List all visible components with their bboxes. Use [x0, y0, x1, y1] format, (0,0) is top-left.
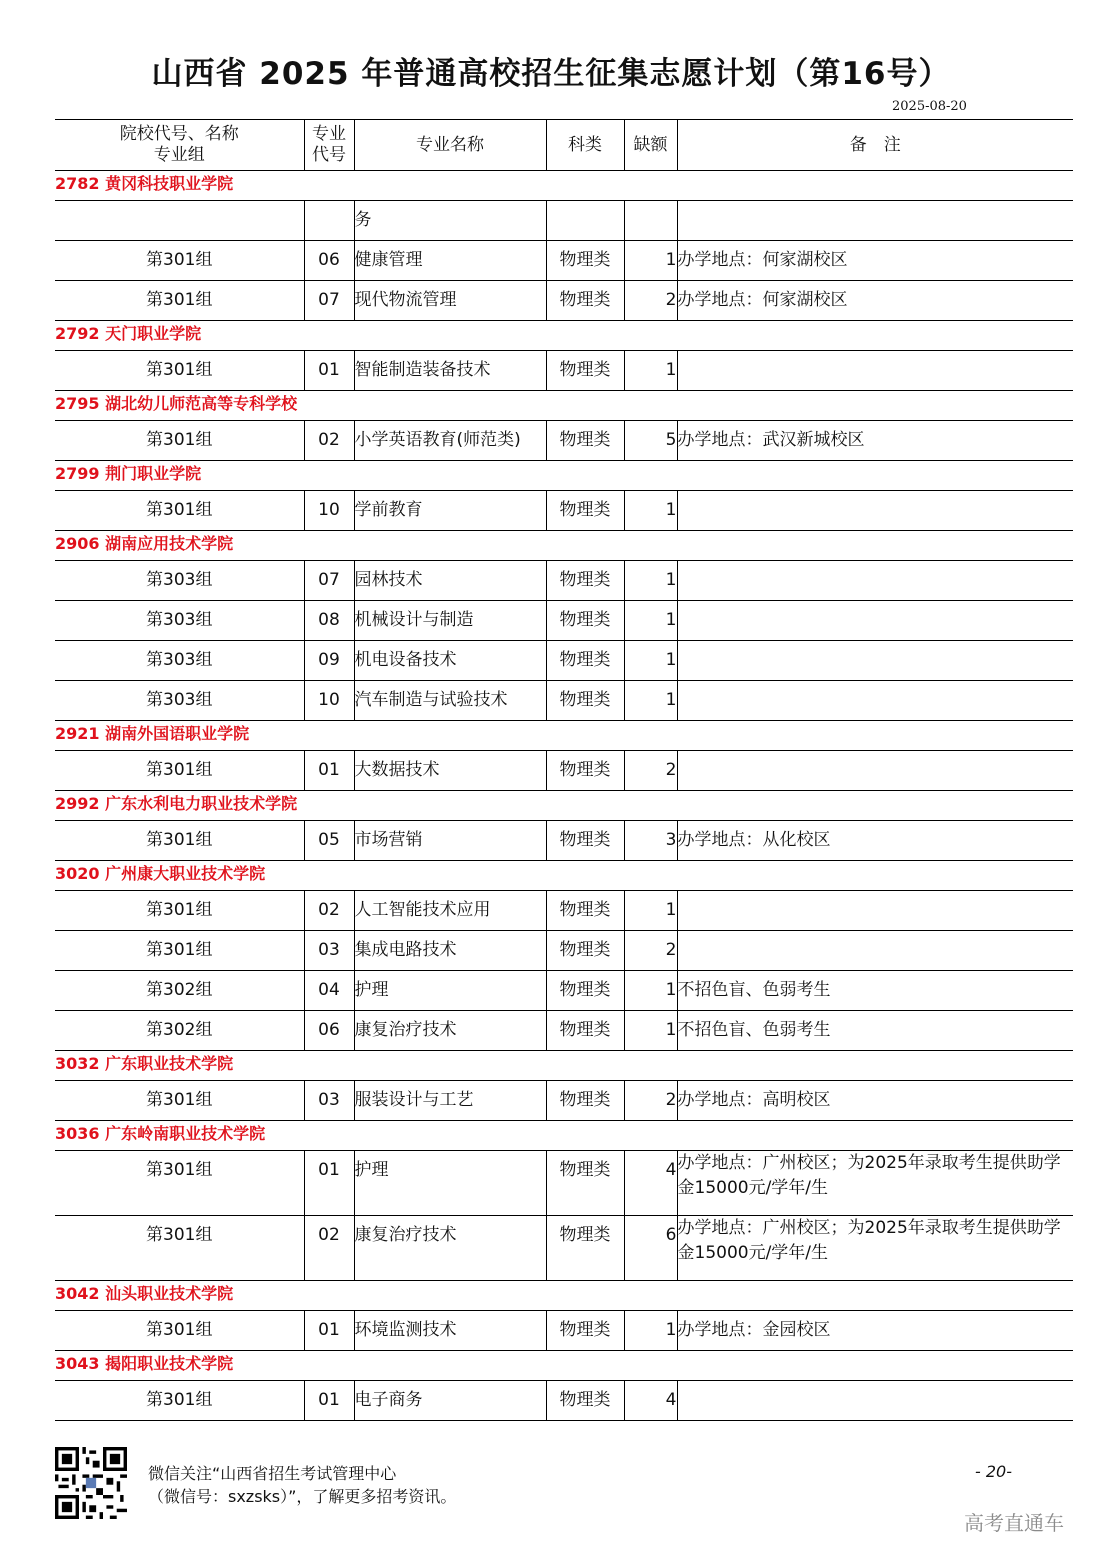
cell-code: 01 — [304, 351, 354, 391]
cell-code: 10 — [304, 681, 354, 721]
cell-note — [677, 751, 1073, 791]
cell-note: 不招色盲、色弱考生 — [677, 971, 1073, 1011]
cell-quota: 1 — [624, 351, 677, 391]
school-header-row — [55, 1121, 1073, 1151]
cell-quota: 5 — [624, 421, 677, 461]
cell-code: 01 — [304, 1151, 354, 1216]
school-header-row — [55, 321, 1073, 351]
school-header-row — [55, 791, 1073, 821]
cell-note: 办学地点：广州校区；为2025年录取考生提供助学金15000元/学年/生 — [677, 1151, 1073, 1216]
cell-group: 第301组 — [55, 241, 304, 281]
table-row — [55, 821, 1073, 861]
table-row — [55, 601, 1073, 641]
school-name: 2795 湖北幼儿师范高等专科学校 — [55, 391, 1073, 421]
table-row — [55, 751, 1073, 791]
cell-code: 03 — [304, 1081, 354, 1121]
cell-quota: 1 — [624, 971, 677, 1011]
cell-major: 健康管理 — [354, 241, 546, 281]
cell-subject: 物理类 — [546, 1311, 624, 1351]
cell-group: 第301组 — [55, 351, 304, 391]
cell-quota: 1 — [624, 601, 677, 641]
table-row — [55, 421, 1073, 461]
cell-subject: 物理类 — [546, 641, 624, 681]
cell-subject: 物理类 — [546, 241, 624, 281]
school-name: 2799 荆门职业学院 — [55, 461, 1073, 491]
cell-major: 环境监测技术 — [354, 1311, 546, 1351]
cell-group: 第303组 — [55, 601, 304, 641]
cell-code: 08 — [304, 601, 354, 641]
cell-major: 现代物流管理 — [354, 281, 546, 321]
school-name: 3036 广东岭南职业技术学院 — [55, 1121, 1073, 1151]
header-code-line2: 代号 — [312, 145, 346, 165]
cell-group: 第301组 — [55, 751, 304, 791]
school-name: 2782 黄冈科技职业学院 — [55, 171, 1073, 201]
cell-major: 务 — [354, 201, 546, 241]
school-name: 3043 揭阳职业技术学院 — [55, 1351, 1073, 1381]
cell-note: 办学地点：何家湖校区 — [677, 241, 1073, 281]
cell-note — [677, 681, 1073, 721]
enrollment-plan-table — [55, 119, 1073, 1421]
cell-group: 第301组 — [55, 1081, 304, 1121]
cell-quota: 2 — [624, 1081, 677, 1121]
cell-quota: 1 — [624, 1011, 677, 1051]
cell-note — [677, 601, 1073, 641]
cell-major: 市场营销 — [354, 821, 546, 861]
cell-quota: 1 — [624, 1311, 677, 1351]
cell-note: 办学地点：金园校区 — [677, 1311, 1073, 1351]
cell-subject: 物理类 — [546, 421, 624, 461]
school-name: 2906 湖南应用技术学院 — [55, 531, 1073, 561]
cell-major: 电子商务 — [354, 1381, 546, 1421]
table-row — [55, 891, 1073, 931]
table-row — [55, 351, 1073, 391]
cell-group: 第303组 — [55, 641, 304, 681]
cell-quota: 2 — [624, 931, 677, 971]
cell-subject: 物理类 — [546, 351, 624, 391]
cell-note: 办学地点：何家湖校区 — [677, 281, 1073, 321]
cell-group: 第301组 — [55, 931, 304, 971]
cell-major: 园林技术 — [354, 561, 546, 601]
cell-code: 10 — [304, 491, 354, 531]
cell-subject: 物理类 — [546, 281, 624, 321]
cell-subject: 物理类 — [546, 1381, 624, 1421]
cell-group: 第301组 — [55, 421, 304, 461]
cell-note — [677, 561, 1073, 601]
cell-group: 第302组 — [55, 1011, 304, 1051]
school-name: 2992 广东水利电力职业技术学院 — [55, 791, 1073, 821]
cell-group: 第302组 — [55, 971, 304, 1011]
cell-code: 06 — [304, 241, 354, 281]
cell-subject: 物理类 — [546, 1081, 624, 1121]
cell-subject: 物理类 — [546, 1216, 624, 1281]
cell-major: 机电设备技术 — [354, 641, 546, 681]
school-name: 3042 汕头职业技术学院 — [55, 1281, 1073, 1311]
table-row — [55, 281, 1073, 321]
cell-group: 第301组 — [55, 1311, 304, 1351]
cell-note: 办学地点：从化校区 — [677, 821, 1073, 861]
table-row — [55, 1311, 1073, 1351]
cell-note: 办学地点：广州校区；为2025年录取考生提供助学金15000元/学年/生 — [677, 1216, 1073, 1281]
cell-code: 03 — [304, 931, 354, 971]
school-header-row — [55, 721, 1073, 751]
cell-major: 康复治疗技术 — [354, 1011, 546, 1051]
cell-code: 06 — [304, 1011, 354, 1051]
table-row — [55, 1081, 1073, 1121]
cell-subject: 物理类 — [546, 751, 624, 791]
school-header-row — [55, 1351, 1073, 1381]
page-title: 山西省 2025 年普通高校招生征集志愿计划（第16号） — [151, 56, 951, 92]
header-major: 专业名称 — [354, 120, 546, 171]
cell-quota: 3 — [624, 821, 677, 861]
cell-subject: 物理类 — [546, 821, 624, 861]
cell-code: 02 — [304, 1216, 354, 1281]
table-row — [55, 641, 1073, 681]
header-code-line1: 专业 — [312, 124, 346, 144]
cell-note — [677, 491, 1073, 531]
table-row — [55, 241, 1073, 281]
cell-code: 07 — [304, 281, 354, 321]
table-row — [55, 561, 1073, 601]
header-school-line2: 专业组 — [153, 145, 205, 165]
school-header-row — [55, 861, 1073, 891]
footer-line1: 微信关注“山西省招生考试管理中心 — [148, 1464, 397, 1483]
table-row — [55, 1151, 1073, 1216]
cell-quota: 4 — [624, 1381, 677, 1421]
cell-note — [677, 201, 1073, 241]
cell-subject: 物理类 — [546, 681, 624, 721]
cell-quota: 6 — [624, 1216, 677, 1281]
cell-subject: 物理类 — [546, 561, 624, 601]
table-row — [55, 1381, 1073, 1421]
cell-subject: 物理类 — [546, 931, 624, 971]
cell-group: 第301组 — [55, 491, 304, 531]
watermark: 高考直通车 — [964, 1511, 1064, 1535]
cell-note — [677, 931, 1073, 971]
school-name: 3032 广东职业技术学院 — [55, 1051, 1073, 1081]
cell-code: 05 — [304, 821, 354, 861]
cell-group: 第301组 — [55, 281, 304, 321]
cell-group: 第301组 — [55, 1216, 304, 1281]
cell-group: 第301组 — [55, 891, 304, 931]
footer-line2: （微信号：sxzsks）”，了解更多招考资讯。 — [148, 1487, 457, 1506]
cell-major: 小学英语教育(师范类) — [354, 421, 546, 461]
cell-group: 第303组 — [55, 681, 304, 721]
school-name: 2921 湖南外国语职业学院 — [55, 721, 1073, 751]
cell-quota: 1 — [624, 241, 677, 281]
table-row — [55, 201, 1073, 241]
cell-major: 集成电路技术 — [354, 931, 546, 971]
header-subject: 科类 — [546, 120, 624, 171]
header-quota: 缺额 — [624, 120, 677, 171]
school-header-row — [55, 531, 1073, 561]
cell-subject: 物理类 — [546, 601, 624, 641]
cell-major: 护理 — [354, 1151, 546, 1216]
header-school-line1: 院校代号、名称 — [119, 124, 239, 144]
page-number: - 20- — [975, 1462, 1012, 1481]
cell-code: 02 — [304, 421, 354, 461]
header-note: 备 注 — [677, 120, 1073, 171]
school-header-row — [55, 171, 1073, 201]
cell-code: 09 — [304, 641, 354, 681]
header-school — [55, 120, 304, 171]
cell-subject: 物理类 — [546, 1011, 624, 1051]
cell-code: 07 — [304, 561, 354, 601]
cell-code: 01 — [304, 1311, 354, 1351]
cell-quota: 1 — [624, 561, 677, 601]
cell-group: 第301组 — [55, 1381, 304, 1421]
table-row — [55, 1011, 1073, 1051]
cell-code: 02 — [304, 891, 354, 931]
header-code — [304, 120, 354, 171]
cell-subject: 物理类 — [546, 1151, 624, 1216]
cell-major: 汽车制造与试验技术 — [354, 681, 546, 721]
qr-code-icon — [55, 1447, 127, 1519]
table-header-row — [55, 120, 1073, 171]
cell-group — [55, 201, 304, 241]
cell-quota: 1 — [624, 641, 677, 681]
cell-code — [304, 201, 354, 241]
school-header-row — [55, 461, 1073, 491]
cell-note — [677, 351, 1073, 391]
cell-subject — [546, 201, 624, 241]
table-body — [55, 171, 1073, 1421]
cell-quota: 2 — [624, 281, 677, 321]
cell-code: 01 — [304, 751, 354, 791]
school-header-row — [55, 1281, 1073, 1311]
publish-date: 2025-08-20 — [892, 99, 967, 114]
school-header-row — [55, 1051, 1073, 1081]
cell-note: 不招色盲、色弱考生 — [677, 1011, 1073, 1051]
cell-quota: 1 — [624, 681, 677, 721]
cell-major: 学前教育 — [354, 491, 546, 531]
cell-group: 第301组 — [55, 1151, 304, 1216]
school-header-row — [55, 391, 1073, 421]
cell-major: 服装设计与工艺 — [354, 1081, 546, 1121]
cell-group: 第303组 — [55, 561, 304, 601]
cell-major: 机械设计与制造 — [354, 601, 546, 641]
cell-subject: 物理类 — [546, 491, 624, 531]
cell-note — [677, 891, 1073, 931]
cell-subject: 物理类 — [546, 891, 624, 931]
cell-major: 人工智能技术应用 — [354, 891, 546, 931]
cell-quota — [624, 201, 677, 241]
cell-code: 01 — [304, 1381, 354, 1421]
cell-note — [677, 1381, 1073, 1421]
table-row — [55, 931, 1073, 971]
cell-quota: 1 — [624, 491, 677, 531]
cell-quota: 1 — [624, 891, 677, 931]
cell-subject: 物理类 — [546, 971, 624, 1011]
school-name: 2792 天门职业学院 — [55, 321, 1073, 351]
cell-major: 护理 — [354, 971, 546, 1011]
table-row — [55, 491, 1073, 531]
cell-major: 智能制造装备技术 — [354, 351, 546, 391]
table-row — [55, 971, 1073, 1011]
cell-quota: 2 — [624, 751, 677, 791]
school-name: 3020 广州康大职业技术学院 — [55, 861, 1073, 891]
cell-group: 第301组 — [55, 821, 304, 861]
table-row — [55, 1216, 1073, 1281]
cell-note: 办学地点：高明校区 — [677, 1081, 1073, 1121]
cell-major: 大数据技术 — [354, 751, 546, 791]
cell-quota: 4 — [624, 1151, 677, 1216]
cell-major: 康复治疗技术 — [354, 1216, 546, 1281]
cell-note: 办学地点：武汉新城校区 — [677, 421, 1073, 461]
cell-code: 04 — [304, 971, 354, 1011]
table-row — [55, 681, 1073, 721]
cell-note — [677, 641, 1073, 681]
